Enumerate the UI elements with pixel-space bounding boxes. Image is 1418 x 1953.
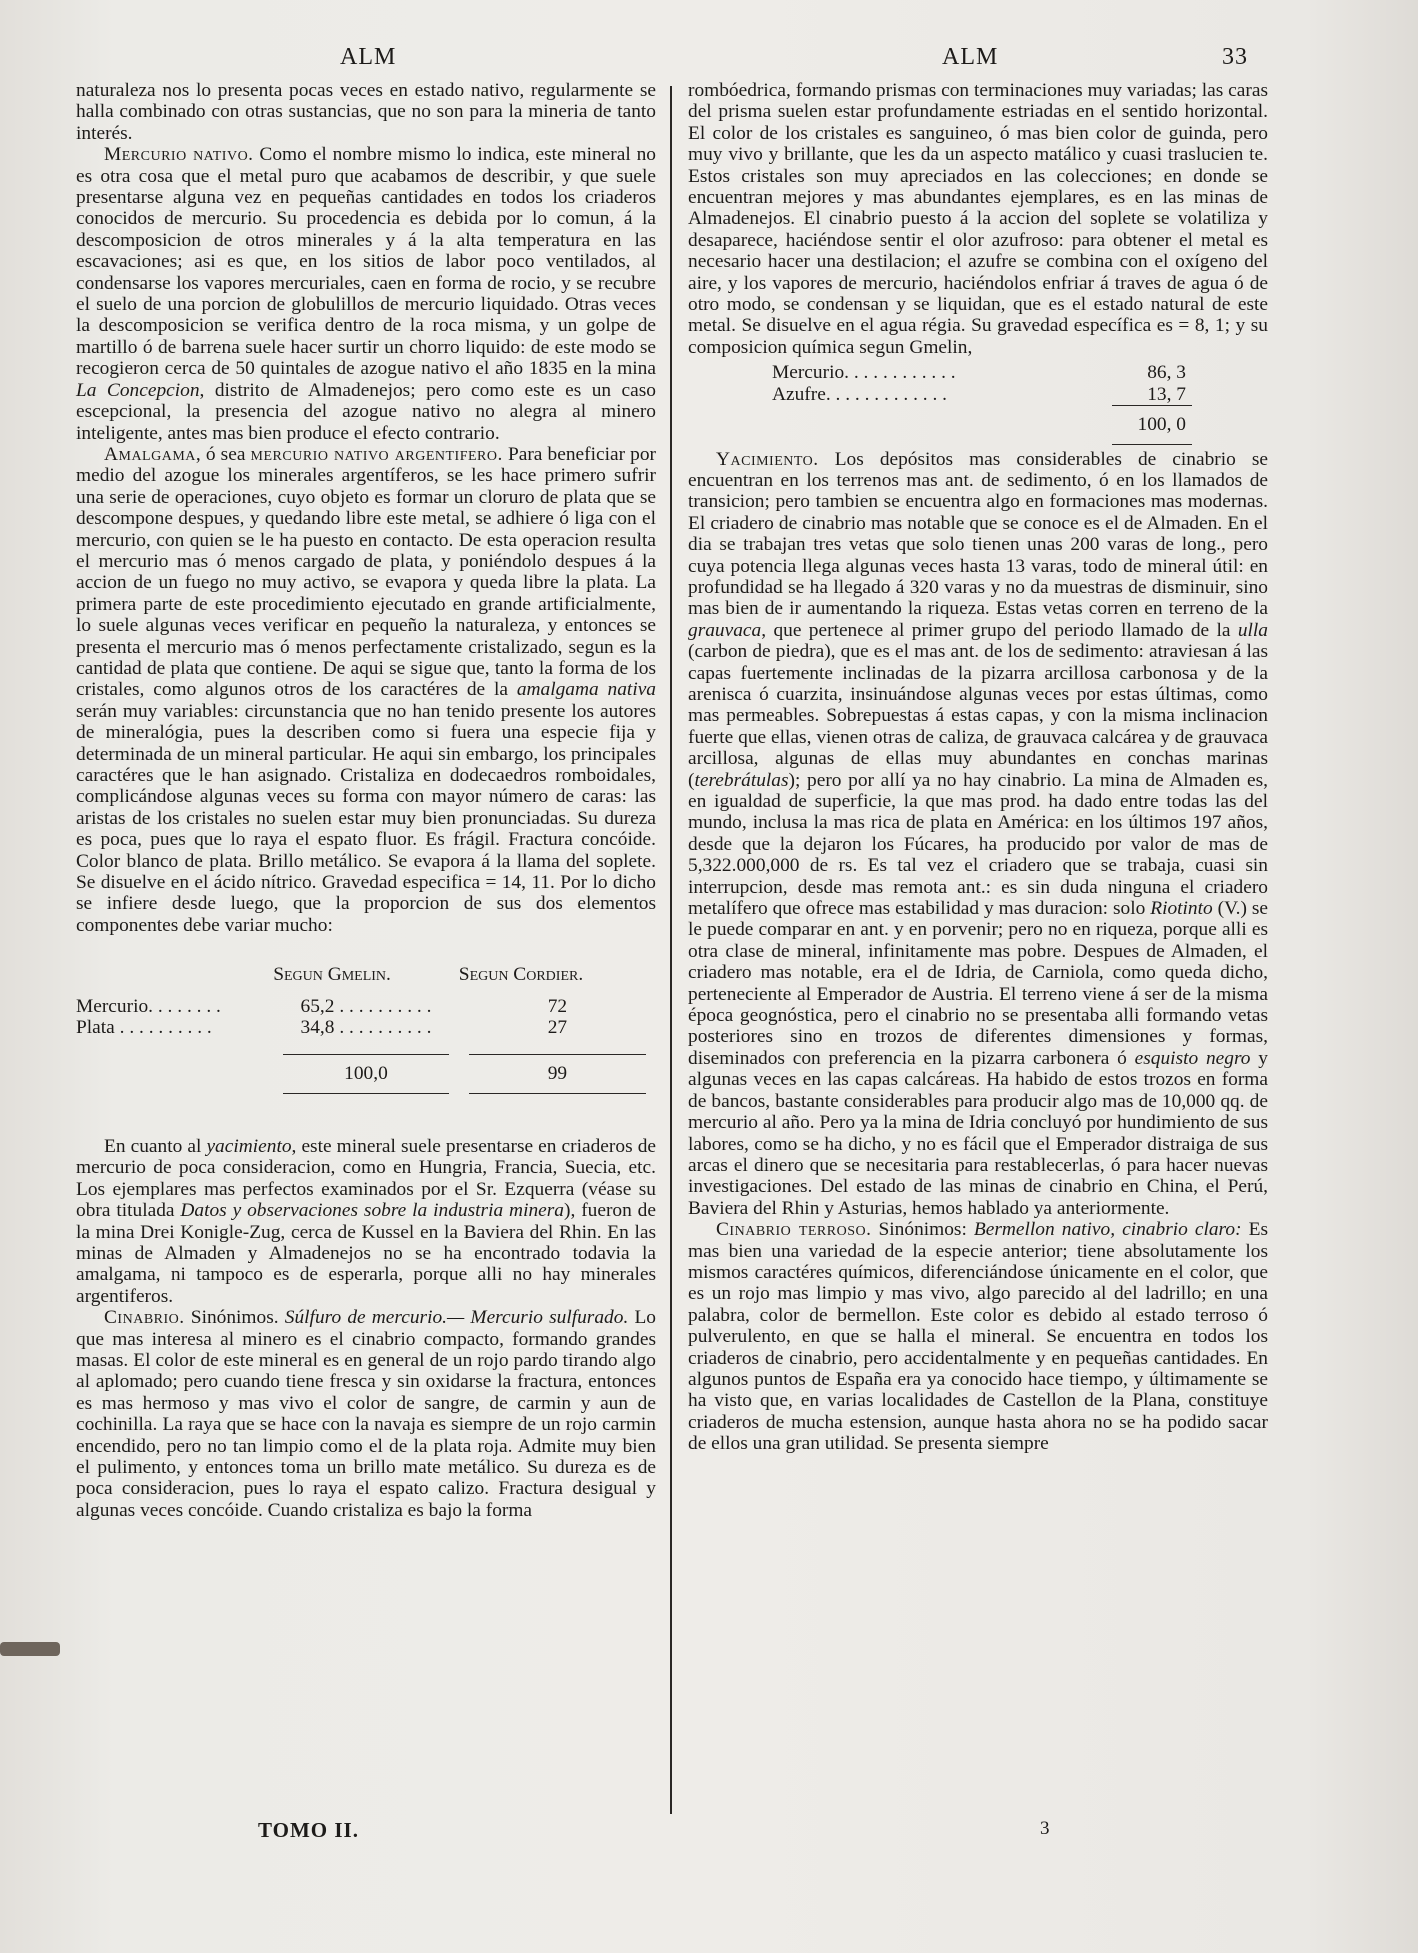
italic-text: yacimiento <box>206 1135 292 1157</box>
column-heading: Segun Gmelin. <box>273 964 391 986</box>
table-row <box>772 362 1192 383</box>
row-label: Azufre <box>772 383 826 405</box>
text: Como el nombre mismo lo indica, este mineral no es otra cosa que el metal puro que acabamos de describir, y que suele presentarse alguna vez en pequeñas cantidades en todos los criaderos conocidos de mercurio. Su procedencia es debida por lo comun, á la descomposicion de otros minerales y á la alta temperatura en las escavaciones; asi es que, en los sitios de labor poco ventilados, al condensarse los vapores mercuriales, caen en forma de rocio, y se recubre el suelo de una porcion de globulillos de mercurio liquidado. Otras veces la descomposicion se verifica dentro de la roca misma, y un golpe de martillo ó de barrena suele hacer surtir un chorro liquido: de este modo se recogieron cerca de 50 quintales de azogue nativo el año 1835 en la mina <box>76 144 656 380</box>
composition-table-amalgama <box>76 956 656 1110</box>
paragraph-yacimiento-cinabrio <box>688 449 1268 1220</box>
text: , que pertenece al primer grupo del periodo llamado de la <box>761 619 1238 641</box>
text: Sinónimos. <box>184 1307 285 1329</box>
text: Es mas bien una variedad de la especie anterior; tiene absolutamente los mismos caractéres químicos, diferenciándose únicamente en el color, que es un rojo mas limpio y mas vivo, algo parecido al del ladrillo; en una palabra, color de bermellon. Este color es debido al estado terroso ó pulverulento, en que se halla el mineral. Se encuentra en todos los criaderos de cinabrio, pero accidentalmente y en pequeñas cantidades. En algunos puntos de España era ya conocido hace tiempo, y últimamente se ha visto que, en varias localidades de Castellon de la Plana, constituye criaderos de mucha estension, aunque hasta ahora no se ha podido sacar de ellos una gran utilidad. Se presenta siempre <box>688 1219 1268 1455</box>
text: En cuanto al <box>104 1135 207 1157</box>
cell-value: 34,8 <box>300 1017 335 1039</box>
text: serán muy variables: circunstancia que no han tenido presente los autores de mineralógia, pues la describen como si fuera una especie fija y determinada de un mineral particular. He aqui sin embargo, los principales caractéres que le han asignado. Cristaliza en dodecaedros romboidales, complicándose algunas veces su forma con mayor número de caras: las aristas de los cristales no suelen estar muy bien pronunciadas. Su dureza es poca, pues que lo raya el espato fluor. Es frágil. Fractura concóide. Color blanco de plata. Brillo metálico. Se evapora á la llama del soplete. Se disuelve en el ácido nítrico. Gravedad especifica = 14, 11. Por lo dicho se infiere desde luego, que la proporcion de sus dos elementos componentes debe variar mucho: <box>76 700 656 936</box>
paragraph-mercurio-nativo <box>76 144 656 444</box>
left-column <box>76 80 656 1521</box>
paragraph-cinabrio <box>76 1307 656 1521</box>
entry-heading: Yacimiento. <box>716 448 819 470</box>
italic-text: Datos y observaciones sobre la industria minera <box>180 1200 564 1222</box>
cell-value: 13, 7 <box>1112 384 1192 406</box>
text: , distrito de Almadenejos; pero como este es un caso escepcional, la presencia del azogue nativo no alegra al minero inteligente, antes mas bien produce el efecto contrario. <box>76 379 656 444</box>
row-label: Mercurio <box>76 995 149 1017</box>
italic-text: amalgama nativa <box>516 679 657 701</box>
text: (carbon de piedra), que es el mas ant. de los de sedimento: atraviesan á las capas fuertemente inclinadas de la pizarra arcillosa carbonosa y de la arenisca ó cuarzita, insinuándose algunas veces por estas últimas, como mas permeables. Sobrepuestas á estas capas, y con la misma inclinacion fuerte que ellas, vienen otras de caliza, de grauvaca calcárea y de grauvaca arcillosa, algunas de ellas muy abundantes en conchas marinas ( <box>688 641 1268 791</box>
table-row <box>772 384 1192 406</box>
cell-value: 65,2 <box>300 995 335 1017</box>
column-divider <box>670 86 672 1814</box>
leader-dots: . . . . . . . . . . <box>339 995 432 1017</box>
text: Sinónimos: <box>871 1219 974 1241</box>
cell-value: 72 <box>547 995 568 1017</box>
page-number: 33 <box>1222 44 1248 70</box>
total-value: 100,0 <box>283 1054 449 1093</box>
composition-table-cinabrio <box>772 362 1192 444</box>
table-row <box>76 1017 656 1038</box>
running-head-left: ALM <box>340 44 397 70</box>
entry-subheading: mercurio nativo argentifero. <box>250 443 503 465</box>
paragraph: rombóedrica, formando prismas con terminaciones muy variadas; las caras del prisma suelen estar profundamente estriadas en el sentido horizontal. El color de los cristales es sanguineo, ó mas bien color de guinda, pero muy vivo y brillante, que les da un aspecto matálico y cuasi traslucien te. Estos cristales son muy apreciados en las colecciones; en donde se encuentran mejores y mas abundantes ejemplares, es en las minas de Almadenejos. El cinabrio puesto á la accion del soplete se volatiliza y desaparece, haciéndose sentir el olor azufroso: para obtener el metal es necesario hacer una destilacion; el azufre se combina con el oxígeno del aire, y los vapores de mercurio, haciéndolos enfriar á traves de agua ó de otro modo, se condensan y se liquidan, que es el estado natural de este metal. Se disuelve en el agua régia. Su gravedad específica es = 8, 1; y su composicion química segun Gmelin, <box>688 80 1268 358</box>
text: , este mineral suele presentarse en criaderos de mercurio de poca consideracion, como en Hungria, Francia, Suecia, etc. Los ejemplares mas perfectos examinados por el Sr. Ezquerra (véase su obra titulada <box>76 1135 656 1222</box>
running-head-right: ALM <box>942 44 999 70</box>
entry-heading: Amalgama <box>104 443 196 465</box>
row-label: Mercurio <box>772 362 845 384</box>
total-value: 100, 0 <box>1112 406 1192 444</box>
text: , ó sea <box>195 443 251 465</box>
entry-heading: Mercurio nativo. <box>104 144 254 166</box>
table-total-row <box>76 1038 656 1109</box>
cell-value: 86, 3 <box>1147 362 1186 384</box>
text: ), fueron de la mina Drei Konigle-Zug, cerca de Kussel en la Baviera del Rhin. En las minas de Almaden y Almadenejos no se ha encontrado todavia la amalgama, ni tampoco es de esperarla, porque alli no hay minerales argentiferos. <box>76 1200 656 1307</box>
text: Para beneficiar por medio del azogue los minerales argentíferos, se les hace primero sufrir una serie de operaciones, cuyo objeto es formar un cloruro de plata que se descompone despues, y quedando libre este metal, se adhiere ó liga con el mercurio, con quien se le ha puesto en contacto. De esta operacion resulta el mercurio mas ó menos cargado de plata, y poniéndolo despues á la accion de un fuego no muy activo, se evapora y queda libre la plata. La primera parte de este procedimiento ejecutado en grande artificialmente, lo suele algunas veces verificar en pequeño la naturaleza, y entonces se presenta el mercurio mas ó menos perfectamente cristalizado, segun es la cantidad de plata que contiene. De aqui se sigue que, tanto la forma de los cristales, como algunos otros de los caractéres de la <box>76 443 656 701</box>
paragraph-yacimiento-amalgama <box>76 1136 656 1307</box>
text: y algunas veces en las capas calcáreas. Ha habido de estos trozos en forma de bancos, bastante considerables para producir algo mas de 10,000 qq. de mercurio al año. Pero ya la mina de Idria concluyó por hundimiento de sus labores, como se ha dicho, y no es fácil que el Emperador distraiga de sus arcas el dinero que se necesitaria para restablecerlas, ó para hacer nuevas investigaciones. Del estado de las minas de cinabrio en China, el Perú, Baviera del Rhin y Asturias, hemos hablado ya anteriormente. <box>688 1047 1268 1219</box>
leader-dots: . . . . . . . . . . . . . <box>825 383 948 405</box>
paragraph-amalgama <box>76 444 656 936</box>
paragraph-cinabrio-terroso <box>688 1219 1268 1454</box>
table-row <box>76 996 656 1017</box>
row-label: Plata <box>76 1017 115 1039</box>
text: ); pero por allí ya no hay cinabrio. La mina de Almaden es, en igualdad de superficie, la que mas prod. ha dado entre todas las del mundo, inclusa la mas rica de plata en América: en los últimos 197 años, desde que la dejaron los Fúcares, ha producido por valor de mas de 5,322.000,000 de rs. Es tal vez el criadero que se trabaja, cuasi sin interrupcion, desde mas remota ant.: es sin duda ninguna el criadero metalífero que ofrece mas estabilidad y mas duracion: solo <box>688 769 1268 920</box>
italic-text: esquisto negro <box>1134 1047 1251 1069</box>
column-heading: Segun Cordier. <box>458 964 584 986</box>
leader-dots: . . . . . . . . <box>148 995 221 1017</box>
italic-text: ulla <box>1237 619 1268 641</box>
entry-heading: Cinabrio. <box>104 1307 185 1329</box>
italic-text: Súlfuro de mercurio.— Mercurio sulfurado. <box>284 1307 629 1329</box>
leader-dots: . . . . . . . . . . <box>119 1017 212 1039</box>
right-column <box>688 80 1268 1455</box>
volume-footer: TOMO II. <box>258 1818 359 1842</box>
total-value: 99 <box>469 1054 646 1093</box>
italic-text: terebrátulas <box>694 769 789 791</box>
italic-text: Bermellon nativo, cinabrio claro: <box>973 1219 1242 1241</box>
text: Lo que mas interesa al minero es el cinabrio compacto, formando grandes masas. El color de este mineral es en general de un rojo pardo tirando algo al aplomado; pero cuando tiene fresca y sin oxidarse la fractura, entonces es mas hermoso y mas vivo el color de sangre, de carmin y aun de cochinilla. La raya que se hace con la navaja es siempre de un rojo carmin encendido, pero no tan limpio como el de la plata roja. Admite muy bien el pulimento, y entonces toma un brillo mate metálico. Su dureza es de poca consideracion, pues lo raya el espato calizo. Fractura desigual y algunas veces concóide. Cuando cristaliza es bajo la forma <box>76 1307 657 1521</box>
leader-dots: . . . . . . . . . . . . <box>844 362 956 384</box>
italic-text: grauvaca <box>688 619 762 641</box>
signature-mark: 3 <box>1040 1818 1051 1839</box>
italic-text: Riotinto <box>1150 898 1213 920</box>
cell-value: 27 <box>547 1017 568 1039</box>
paragraph: naturaleza nos lo presenta pocas veces en estado nativo, regularmente se halla combinado con otras sustancias, que no son para la mineria de tanto interés. <box>76 80 656 144</box>
table-total-row <box>772 406 1192 444</box>
text: Los depósitos mas considerables de cinabrio se encuentran en los terrenos mas ant. de sedimento, ó en los llamados de transicion; pero tambien se encuentra algo en formaciones mas modernas. El criadero de cinabrio mas notable que se conoce es el de Almaden. En el dia se trabajan tres vetas que solo tienen unas 200 varas de long., pero cuya potencia llega algunas veces hasta 13 varas, todo de mineral útil: en profundidad se ha llegado á 320 varas y no da muestras de disminuir, sino mas bien de ir aumentando la riqueza. Estas vetas corren en terreno de la <box>688 448 1268 620</box>
binding-stain <box>0 1642 60 1656</box>
entry-heading: Cinabrio terroso. <box>716 1219 872 1241</box>
italic-text: La Concepcion <box>76 379 200 401</box>
text: (V.) se le puede comparar en ant. y en porvenir; pero no en riqueza, porque alli es otra clase de mineral, infinitamente mas pobre. Despues de Almaden, el criadero mas notable, era el de Idria, de Carniola, como queda dicho, perteneciente al Emperador de Austria. El terreno viene á ser de la misma época geognóstica, pero el cinabrio no se presentaba alli formando vetas posteriores sino en trozos de diferentes dimensiones y formas, diseminados con preferencia en la pizarra carbonera ó <box>688 898 1268 1069</box>
leader-dots: . . . . . . . . . . <box>339 1017 432 1039</box>
